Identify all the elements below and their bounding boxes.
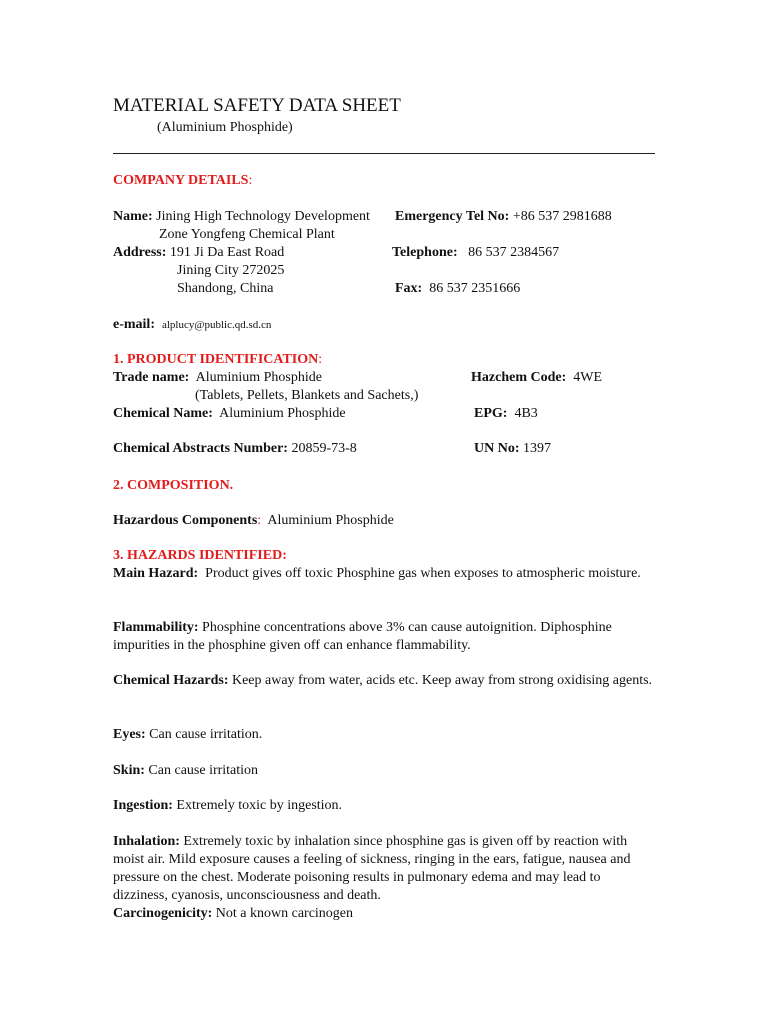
telephone-label: Telephone:: [392, 245, 458, 260]
chemical-name-value: Aluminium Phosphide: [219, 406, 346, 421]
main-hazard-label: Main Hazard:: [113, 566, 199, 581]
inhalation-text: Extremely toxic by inhalation since phosphine gas is given off by reaction with moist air. Mild exposure causes a feeling of sickness, ringing in the ears, fatigue, nausea and pressure on the chest. Moderate poisoning results in pulmonary edema and may lead to dizziness, cyanosis, unconsciousness and death.: [113, 834, 631, 903]
fax-row: [395, 280, 520, 298]
document-title: MATERIAL SAFETY DATA SHEET: [113, 95, 401, 116]
emergency-tel-row: [395, 208, 612, 226]
un-number-row: [474, 440, 551, 458]
company-name-line1: Jining High Technology Development: [156, 209, 370, 224]
cas-number-label: Chemical Abstracts Number:: [113, 441, 288, 456]
document-subtitle: (Aluminium Phosphide): [157, 120, 293, 135]
skin-paragraph: [113, 762, 653, 780]
hazards-heading: 3. HAZARDS IDENTIFIED:: [113, 548, 287, 563]
address-label: Address:: [113, 245, 167, 260]
hazardous-components-label: Hazardous Components: [113, 513, 258, 528]
chemical-name-row: [113, 405, 346, 423]
hazchem-row: [471, 369, 602, 387]
carcinogenicity-paragraph: [113, 905, 653, 923]
company-details-heading: [113, 172, 252, 190]
chemical-hazards-text: Keep away from water, acids etc. Keep away from strong oxidising agents.: [231, 673, 653, 688]
emergency-tel-value: +86 537 2981688: [512, 209, 612, 224]
ingestion-text: Extremely toxic by ingestion.: [176, 798, 343, 813]
epg-value: 4B3: [514, 406, 538, 421]
fax-value: 86 537 2351666: [429, 281, 521, 296]
fax-label: Fax:: [395, 281, 423, 296]
company-name-row: [113, 208, 370, 226]
epg-label: EPG:: [474, 406, 508, 421]
flammability-label: Flammability:: [113, 620, 199, 635]
title-divider: [113, 153, 655, 154]
email-row: [113, 316, 271, 334]
emergency-tel-label: Emergency Tel No:: [395, 209, 510, 224]
eyes-text: Can cause irritation.: [149, 727, 263, 742]
hazchem-label: Hazchem Code:: [471, 370, 567, 385]
address-line3: Shandong, China: [177, 281, 274, 296]
un-number-label: UN No:: [474, 441, 520, 456]
eyes-paragraph: [113, 726, 653, 744]
ingestion-label: Ingestion:: [113, 798, 173, 813]
inhalation-paragraph: [113, 833, 653, 905]
trade-name-label: Trade name:: [113, 370, 190, 385]
chemical-hazards-label: Chemical Hazards:: [113, 673, 229, 688]
hazardous-components-value: Aluminium Phosphide: [267, 513, 394, 528]
cas-number-row: [113, 440, 357, 458]
hazchem-value: 4WE: [573, 370, 603, 385]
chemical-hazards-paragraph: [113, 672, 653, 690]
product-heading-text: 1. PRODUCT IDENTIFICATION: [113, 352, 319, 367]
telephone-row: [392, 244, 559, 262]
hazardous-components-colon: :: [257, 513, 262, 528]
cas-number-value: 20859-73-8: [291, 441, 357, 456]
trade-name-value: Aluminium Phosphide: [195, 370, 322, 385]
product-heading-colon: :: [318, 352, 323, 367]
skin-text: Can cause irritation: [148, 763, 259, 778]
hazardous-components-row: [113, 512, 394, 530]
company-heading-text: COMPANY DETAILS: [113, 173, 249, 188]
company-name-label: Name:: [113, 209, 153, 224]
trade-name-row: [113, 369, 322, 387]
chemical-name-label: Chemical Name:: [113, 406, 213, 421]
company-heading-colon: :: [248, 173, 253, 188]
address-row: [113, 244, 284, 262]
flammability-paragraph: [113, 619, 653, 655]
eyes-label: Eyes:: [113, 727, 146, 742]
inhalation-label: Inhalation:: [113, 834, 180, 849]
main-hazard-text: Product gives off toxic Phosphine gas when exposes to atmospheric moisture.: [205, 566, 641, 581]
address-line2: Jining City 272025: [177, 263, 285, 278]
un-number-value: 1397: [523, 441, 551, 456]
address-line1: 191 Ji Da East Road: [169, 245, 285, 260]
epg-row: [474, 405, 538, 423]
main-hazard-paragraph: [113, 565, 653, 583]
composition-heading: 2. COMPOSITION.: [113, 478, 234, 493]
product-identification-heading: [113, 351, 322, 369]
carcinogenicity-text: Not a known carcinogen: [215, 906, 354, 921]
email-label: e-mail:: [113, 317, 155, 332]
company-name-line2: Zone Yongfeng Chemical Plant: [159, 227, 335, 242]
carcinogenicity-label: Carcinogenicity:: [113, 906, 213, 921]
flammability-text: Phosphine concentrations above 3% can cause autoignition. Diphosphine impurities in the phosphine given off can enhance flammability.: [113, 620, 612, 653]
skin-label: Skin:: [113, 763, 145, 778]
email-value: alplucy@public.qd.sd.cn: [161, 319, 272, 331]
telephone-value: 86 537 2384567: [468, 245, 560, 260]
trade-name-forms: (Tablets, Pellets, Blankets and Sachets,): [195, 388, 419, 403]
ingestion-paragraph: [113, 797, 653, 815]
